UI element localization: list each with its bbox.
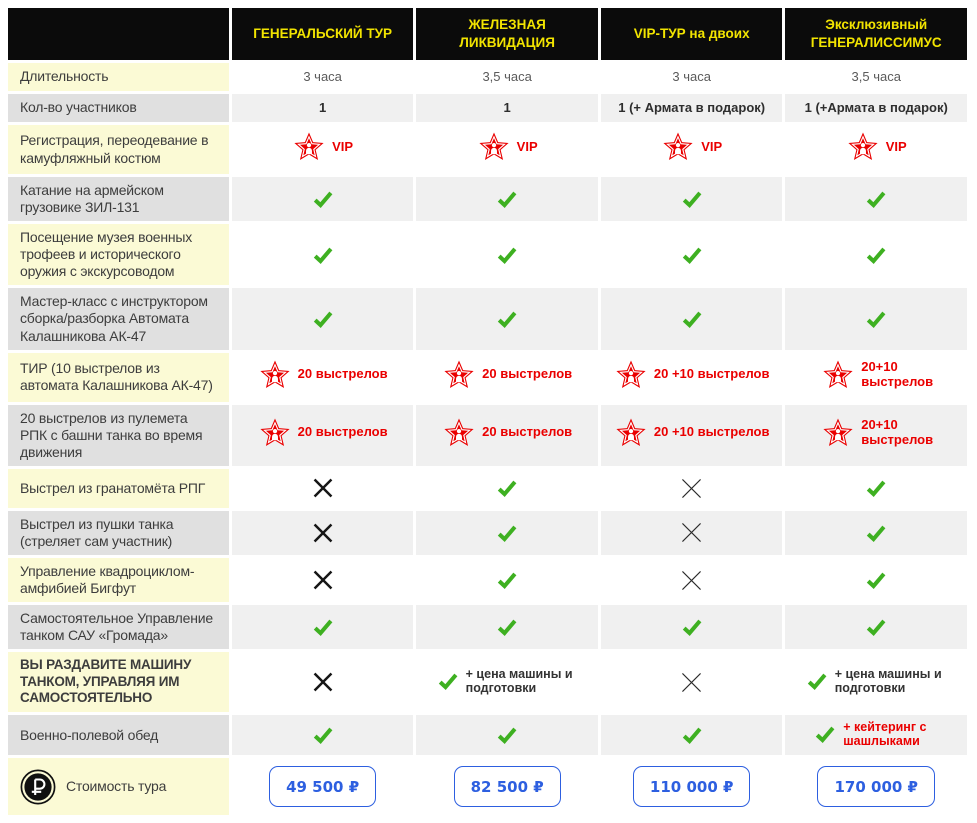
row-label: Длительность [8,63,229,91]
feature-cell [601,63,783,91]
cell-value: 1 [319,100,327,115]
feature-cell [785,177,967,221]
bold-x-icon [310,520,336,546]
bold-x-icon [310,669,336,695]
feature-cell [232,758,414,815]
cell-value: 1 (+ Армата в подарок) [618,100,766,115]
tour-column-header: Эксклюзивный ГЕНЕРАЛИССИМУС [785,8,967,60]
row-label: Выстрел из пушки танка (стреляет сам участник) [8,511,229,555]
star-label: 20+10 выстрелов [861,358,934,389]
row-label: Кол-во участников [8,94,229,122]
table-row [8,224,967,285]
green-check-icon [865,477,887,499]
feature-cell [416,652,598,711]
feature-cell [785,63,967,91]
table-row [8,125,967,174]
feature-cell [785,125,967,174]
feature-cell [232,405,414,466]
feature-cell [416,224,598,285]
star-label: VIP [885,138,907,154]
price-button[interactable]: 82 500 ₽ [454,766,561,807]
green-check-icon [312,724,334,746]
green-check-icon [496,569,518,591]
check-annotation: + цена машины и подготовки [465,666,573,696]
row-label: Посещение музея военных трофеев и исторического оружия с экскурсоводом [8,224,229,285]
table-row [8,511,967,555]
star-label: VIP [516,138,538,154]
feature-cell [785,405,967,466]
red-star-soldier-icon [821,358,855,392]
row-label: ВЫ РАЗДАВИТЕ МАШИНУ ТАНКОМ, УПРАВЛЯЯ ИМ САМОСТОЯТЕЛЬНО [8,652,229,711]
price-button[interactable]: 110 000 ₽ [633,766,751,807]
red-star-soldier-icon [442,358,476,392]
green-check-icon [865,569,887,591]
feature-cell [601,715,783,756]
table-row [8,605,967,649]
table-row [8,469,967,508]
star-label: VIP [701,138,723,154]
red-star-soldier-icon [442,416,476,450]
feature-cell [416,469,598,508]
green-check-icon [312,308,334,330]
red-star-soldier-icon [258,416,292,450]
feature-cell [601,652,783,711]
feature-cell [785,224,967,285]
green-check-icon [865,616,887,638]
red-star-soldier-icon [846,130,880,164]
green-check-icon [814,723,836,745]
cell-value: 3 часа [672,69,711,84]
feature-cell [416,558,598,602]
star-label: 20 +10 выстрелов [653,366,770,382]
cell-value: 3,5 часа [851,69,901,84]
feature-cell [232,652,414,711]
table-row [8,288,967,349]
row-label: Самостоятельное Управление танком САУ «Громада» [8,605,229,649]
bold-x-icon [310,567,336,593]
table-row [8,558,967,602]
red-star-soldier-icon [821,416,855,450]
feature-cell [232,224,414,285]
ruble-coin-icon [20,769,56,805]
green-check-icon [865,244,887,266]
row-label: Управление квадроциклом-амфибией Бигфут [8,558,229,602]
feature-cell [601,511,783,555]
feature-cell [416,353,598,402]
feature-cell [416,94,598,122]
row-label: 20 выстрелов из пулемета РПК с башни танка во время движения [8,405,229,466]
thin-x-icon [677,566,706,595]
row-label: Регистрация, переодевание в камуфляжный костюм [8,125,229,174]
table-row [8,652,967,711]
row-label: Выстрел из гранатомёта РПГ [8,469,229,508]
row-label: Мастер-класс с инструктором сборка/разборка Автомата Калашникова АК-47 [8,288,229,349]
star-label: 20 выстрелов [297,366,388,382]
feature-cell [232,511,414,555]
green-check-icon [496,724,518,746]
feature-cell [785,758,967,815]
feature-cell [232,177,414,221]
feature-cell [416,605,598,649]
price-button[interactable]: 49 500 ₽ [269,766,376,807]
star-label: 20 выстрелов [297,424,388,440]
red-star-soldier-icon [258,358,292,392]
tour-column-header: ГЕНЕРАЛЬСКИЙ ТУР [232,8,414,60]
green-check-icon [312,616,334,638]
check-annotation: + кейтеринг с шашлыками [843,719,927,749]
feature-cell [785,605,967,649]
red-star-soldier-icon [661,130,695,164]
table-row [8,353,967,402]
row-label [8,758,229,815]
star-label: VIP [332,138,354,154]
thin-x-icon [677,668,706,697]
bold-x-icon [310,475,336,501]
red-star-soldier-icon [477,130,511,164]
green-check-icon [496,616,518,638]
feature-cell [416,177,598,221]
feature-cell [416,715,598,756]
feature-cell [416,288,598,349]
star-label: 20+10 выстрелов [861,416,934,447]
feature-cell [601,605,783,649]
feature-cell [601,224,783,285]
feature-cell [601,469,783,508]
comparison-table [5,5,970,818]
feature-cell [232,715,414,756]
green-check-icon [437,670,459,692]
feature-cell [601,125,783,174]
cell-value: 1 (+Армата в подарок) [804,100,948,115]
feature-cell [232,288,414,349]
feature-cell [232,94,414,122]
star-label: 20 выстрелов [482,424,573,440]
feature-cell [232,353,414,402]
red-star-soldier-icon [292,130,326,164]
feature-cell [785,94,967,122]
feature-cell [785,715,967,756]
feature-cell [601,288,783,349]
feature-cell [601,758,783,815]
green-check-icon [865,522,887,544]
feature-cell [232,605,414,649]
feature-cell [232,558,414,602]
table-row [8,758,967,815]
table-row [8,94,967,122]
green-check-icon [806,670,828,692]
green-check-icon [681,308,703,330]
tank-tour-comparison-page [5,5,972,818]
cell-value: 1 [503,100,511,115]
green-check-icon [496,522,518,544]
feature-cell [416,125,598,174]
feature-cell [785,353,967,402]
feature-cell [232,63,414,91]
check-annotation: + цена машины и подготовки [834,666,942,696]
green-check-icon [681,188,703,210]
green-check-icon [496,188,518,210]
row-label: ТИР (10 выстрелов из автомата Калашникова АК-47) [8,353,229,402]
feature-cell [416,758,598,815]
table-row [8,177,967,221]
feature-cell [601,558,783,602]
green-check-icon [312,188,334,210]
green-check-icon [865,188,887,210]
feature-cell [416,511,598,555]
feature-cell [416,405,598,466]
star-label: 20 выстрелов [482,366,573,382]
row-label: Военно-полевой обед [8,715,229,756]
cell-value: 3 часа [303,69,342,84]
feature-cell [232,125,414,174]
red-star-soldier-icon [614,358,648,392]
feature-cell [785,288,967,349]
feature-cell [416,63,598,91]
table-row [8,63,967,91]
green-check-icon [681,244,703,266]
corner-header [8,8,229,60]
feature-cell [232,469,414,508]
green-check-icon [496,477,518,499]
thin-x-icon [677,474,706,503]
price-button[interactable]: 170 000 ₽ [817,766,935,807]
cell-value: 3,5 часа [482,69,532,84]
star-label: 20 +10 выстрелов [653,424,770,440]
feature-cell [601,177,783,221]
feature-cell [601,405,783,466]
table-row [8,405,967,466]
row-label: Катание на армейском грузовике ЗИЛ-131 [8,177,229,221]
green-check-icon [865,308,887,330]
feature-cell [785,558,967,602]
tour-column-header: VIP-ТУР на двоих [601,8,783,60]
header-row [8,8,967,60]
feature-cell [785,511,967,555]
green-check-icon [681,616,703,638]
feature-cell [785,469,967,508]
feature-cell [785,652,967,711]
tour-column-header: ЖЕЛЕЗНАЯ ЛИКВИДАЦИЯ [416,8,598,60]
red-star-soldier-icon [614,416,648,450]
feature-cell [601,94,783,122]
table-row [8,715,967,756]
green-check-icon [681,724,703,746]
thin-x-icon [677,518,706,547]
feature-cell [601,353,783,402]
green-check-icon [496,308,518,330]
green-check-icon [312,244,334,266]
green-check-icon [496,244,518,266]
row-label-text: Стоимость тура [66,778,167,795]
